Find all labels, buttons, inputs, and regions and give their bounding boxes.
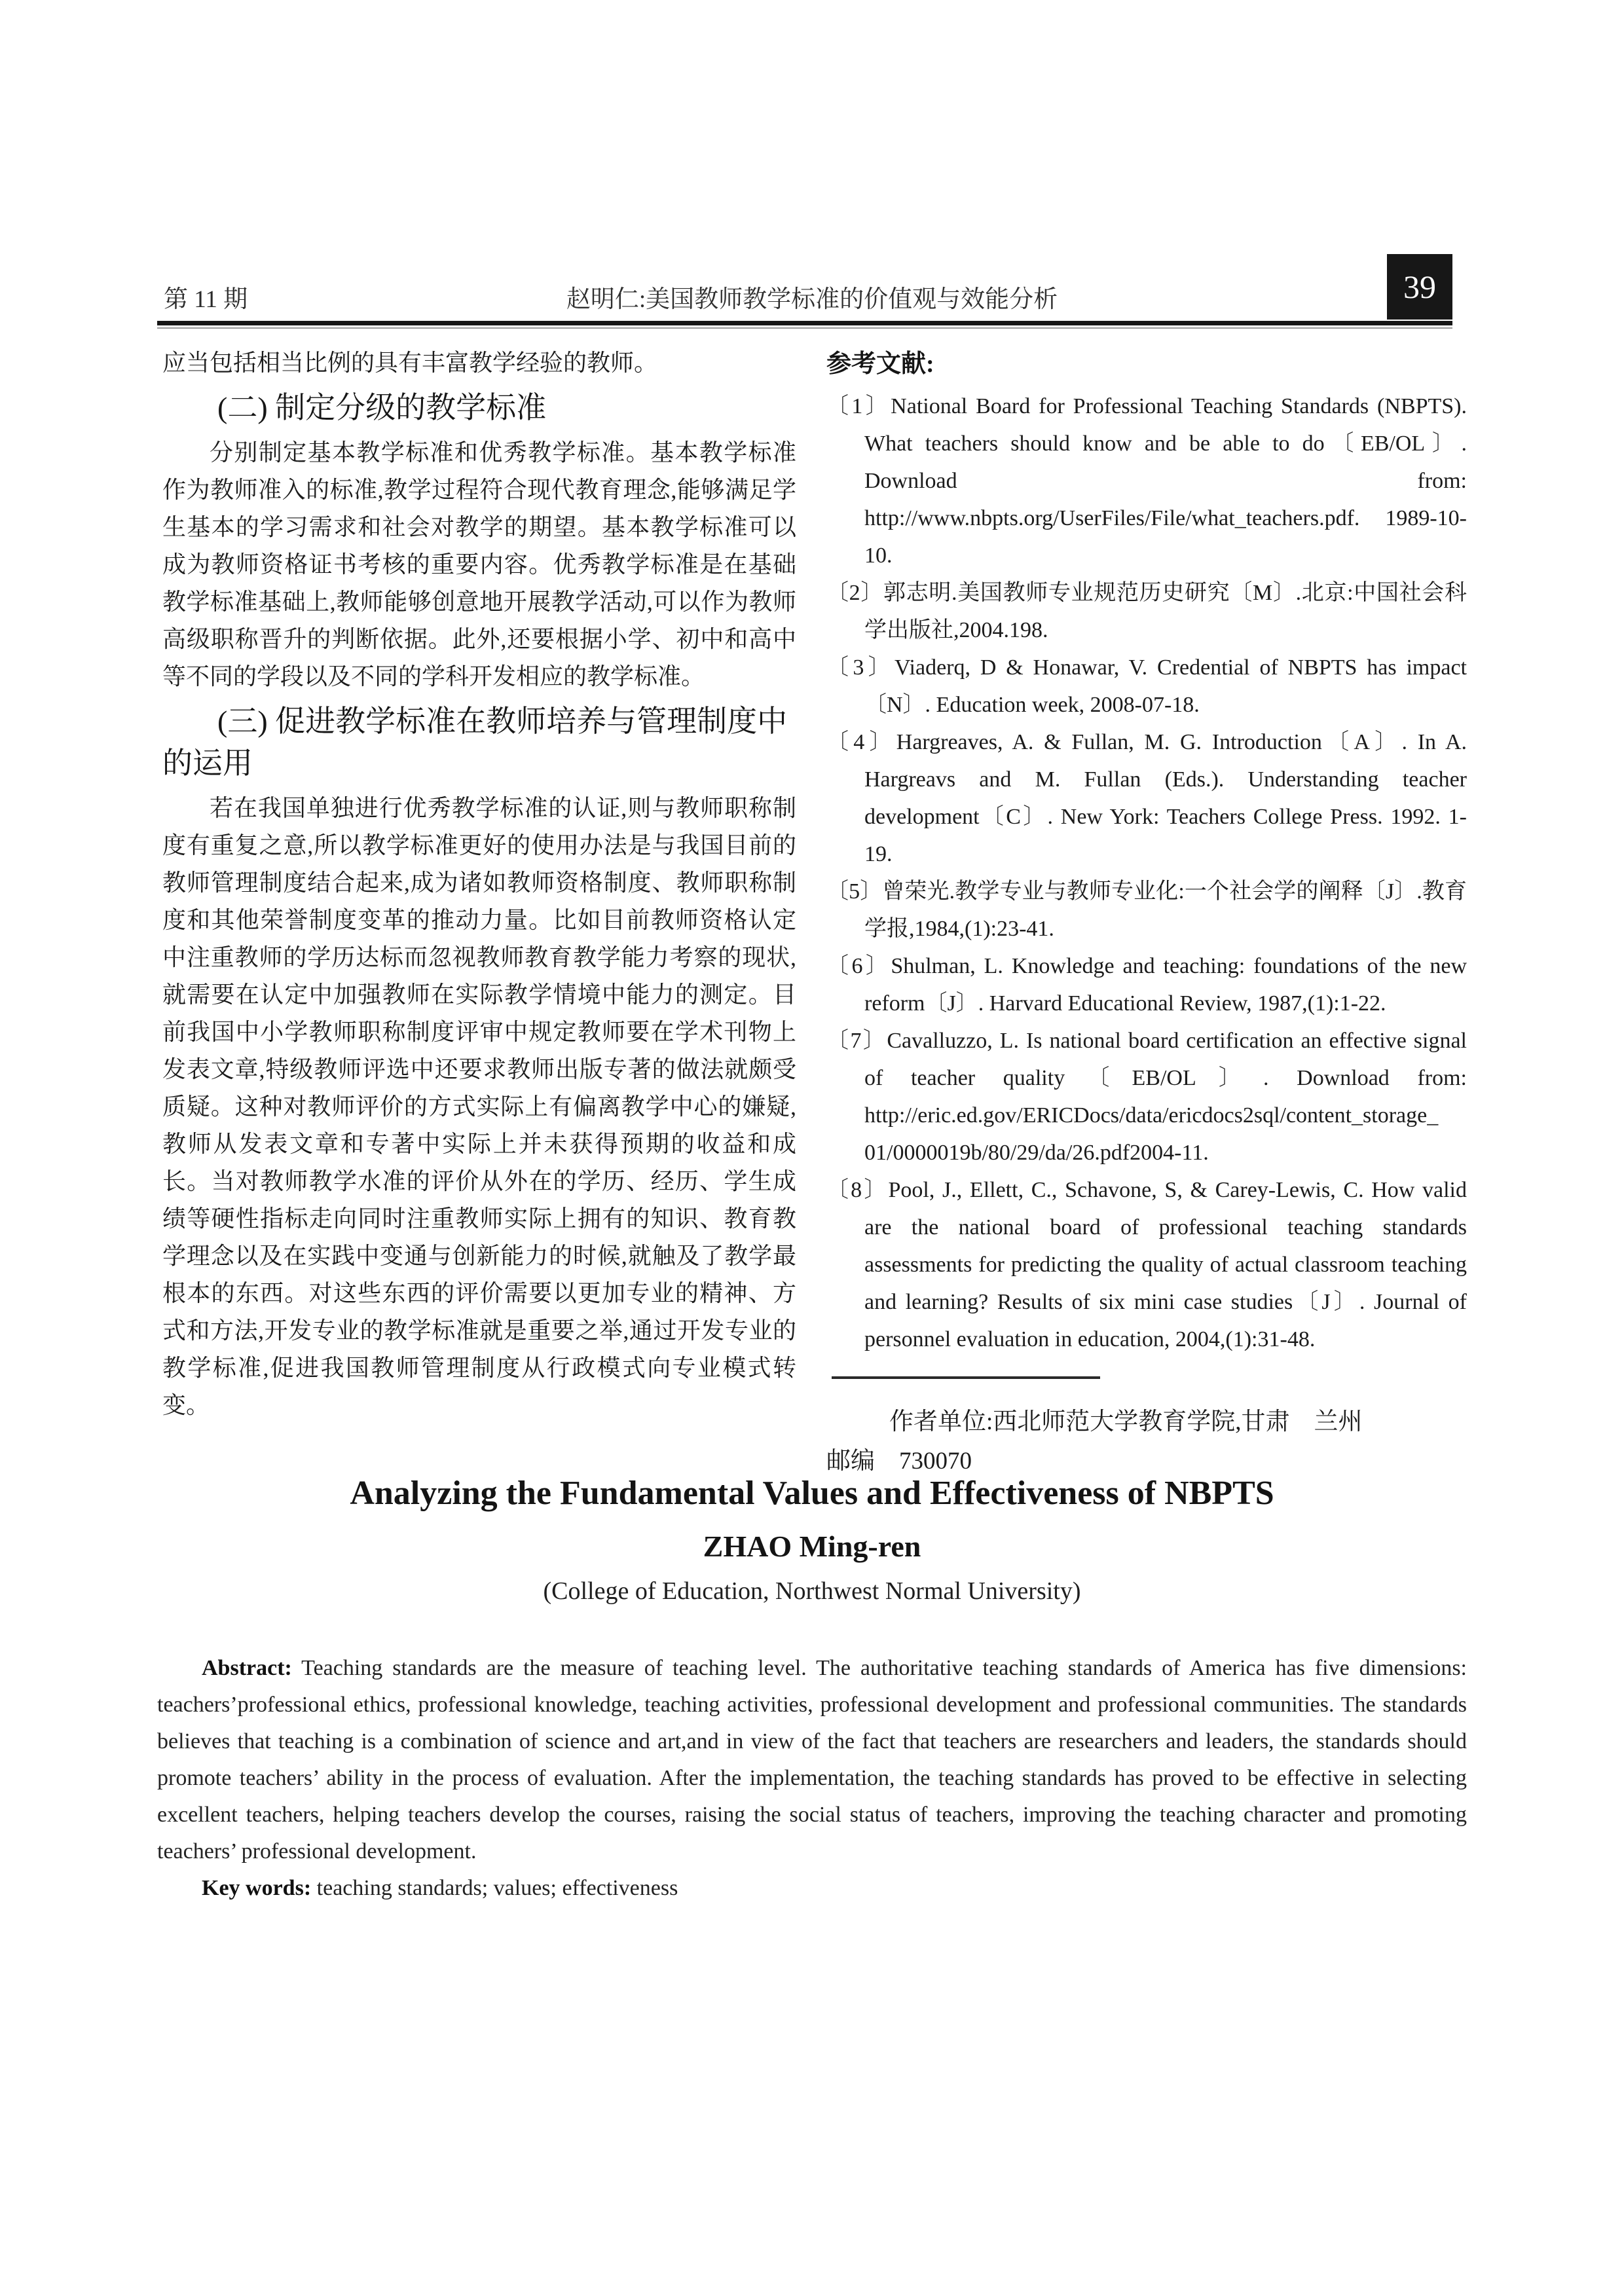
abstract-text: Teaching standards are the measure of teaching level. The authoritative teaching standards of America has five dimensions: teachers’professional ethics, professional knowledge, teaching activities, professional development and professional communities. The standards believes that teaching is a combination of science and art,and in view of the fact that teachers are researchers and leaders, the standards should promote teachers’ ability in the process of evaluation. After the implementation, the teaching standards has proved to be effective in selecting excellent teachers, helping teachers develop the courses, raising the social status of teachers, improving the teaching character and promoting teachers’ professional development. — [157, 1656, 1467, 1864]
keywords-label: Key words: — [202, 1876, 312, 1900]
english-section — [157, 1467, 1467, 1608]
author-affiliation: 作者单位:西北师范大学教育学院,甘肃 兰州 — [889, 1408, 1363, 1435]
reference-item-2: 〔2〕郭志明.美国教师专业规范历史研究〔M〕.北京:中国社会科学出版社,2004.198. — [826, 581, 1467, 642]
section-3-paragraph: 若在我国单独进行优秀教学标准的认证,则与教师职称制度有重复之意,所以教学标准更好的使用办法是与我国目前的教师管理制度结合起来,成为诸如教师资格制度、教师职称制度和其他荣誉制度变革的推动力量。比如目前教师资格认定中注重教师的学历达标而忽视教师教育教学能力考察的现状,就需要在认定中加强教师在实际教学情境中能力的测定。目前我国中小学教师职称制度评审中规定教师要在学术刊物上发表文章,特级教师评选中还要求教师出版专著的做法就颇受质疑。这种对教师评价的方式实际上有偏离教学中心的嫌疑,教师从发表文章和专著中实际上并未获得预期的收益和成长。当对教师教学水准的评价从外在的学历、经历、学生成绩等硬性指标走向同时注重教师实际上拥有的知识、教育教学理念以及在实践中变通与创新能力的时候,就触及了教学最根本的东西。对这些东西的评价需要以更加专业的精神、方式和方法,开发专业的教学标准就是重要之举,通过开发专业的教学标准,促进我国教师管理制度从行政模式向专业模式转变。 — [162, 795, 796, 1418]
english-affiliation: (College of Education, Northwest Normal University) — [543, 1577, 1081, 1605]
author-postcode: 邮编 730070 — [826, 1448, 972, 1475]
header-rule — [157, 321, 1452, 329]
reference-item-6: 〔6〕Shulman, L. Knowledge and teaching: foundations of the new reform〔J〕. Harvard Educational Review, 1987,(1):1-22. — [826, 954, 1467, 1016]
english-title: Analyzing the Fundamental Values and Effectiveness of NBPTS — [350, 1475, 1274, 1512]
issue-label: 第 11 期 — [164, 286, 248, 313]
section-2-heading: (二) 制定分级的教学标准 — [217, 391, 547, 424]
section-3-heading: (三) 促进教学标准在教师培养与管理制度中的运用 — [162, 705, 788, 780]
abstract-paragraph — [157, 1650, 1467, 1870]
page-number-box — [1387, 254, 1452, 320]
reference-item-8: 〔8〕Pool, J., Ellett, C., Schavone, S, & Carey-Lewis, C. How valid are the national board of professional teaching standards assessments for predicting the quality of actual classroom teaching and learning? Results of six mini case studies〔J〕. Journal of personnel evaluation in education, 2004,(1):31-48. — [826, 1178, 1467, 1351]
author-separator-rule — [832, 1376, 1100, 1379]
section-2-paragraph: 分别制定基本教学标准和优秀教学标准。基本教学标准作为教师准入的标准,教学过程符合现代教育理念,能够满足学生基本的学习需求和社会对教学的期望。基本教学标准可以成为教师资格证书考核的重要内容。优秀教学标准是在基础教学标准基础上,教师能够创意地开展教学活动,可以作为教师高级职称晋升的判断依据。此外,还要根据小学、初中和高中等不同的学段以及不同的学科开发相应的教学标准。 — [162, 439, 796, 689]
reference-item-1: 〔1〕National Board for Professional Teaching Standards (NBPTS). What teachers should know and be able to do〔EB/OL〕. Download from: http://www.nbpts.org/UserFiles/File/what_teachers.pdf. 1989-10-10. — [826, 394, 1467, 568]
abstract-section — [157, 1650, 1467, 1907]
abstract-label: Abstract: — [202, 1656, 292, 1680]
reference-item-4: 〔4〕Hargreaves, A. & Fullan, M. G. Introduction〔A〕. In A. Hargreavs and M. Fullan (Eds.). Understanding teacher development〔C〕. New York: Teachers College Press. 1992. 1-19. — [826, 730, 1467, 866]
running-title: 赵明仁:美国教师教学标准的价值观与效能分析 — [566, 286, 1058, 313]
left-column — [162, 344, 796, 1424]
keywords-text: teaching standards; values; effectiveness — [311, 1876, 678, 1900]
reference-item-7: 〔7〕Cavalluzzo, L. Is national board certification an effective signal of teacher quality〔EB/OL〕. Download from: http://eric.ed.gov/ERICDocs/data/ericdocs2sql/content_storage_ 01/0000019b/80/29/da/26.pdf2004-11. — [826, 1029, 1467, 1165]
english-author: ZHAO Ming-ren — [703, 1530, 921, 1563]
keywords-paragraph — [157, 1870, 1467, 1907]
page-number: 39 — [1403, 268, 1436, 305]
references-column — [826, 344, 1467, 1481]
references-heading: 参考文献: — [826, 350, 934, 378]
reference-item-5: 〔5〕曾荣光.教学专业与教师专业化:一个社会学的阐释〔J〕.教育学报,1984,(1):23-41. — [826, 879, 1467, 941]
reference-item-3: 〔3〕Viaderq, D & Honawar, V. Credential of NBPTS has impact〔N〕. Education week, 2008-07-18. — [826, 655, 1467, 717]
header-rule-thin — [157, 327, 1452, 329]
continuation-paragraph: 应当包括相当比例的具有丰富教学经验的教师。 — [162, 350, 658, 376]
header-rule-thick — [157, 321, 1452, 325]
references-list — [826, 388, 1467, 1358]
